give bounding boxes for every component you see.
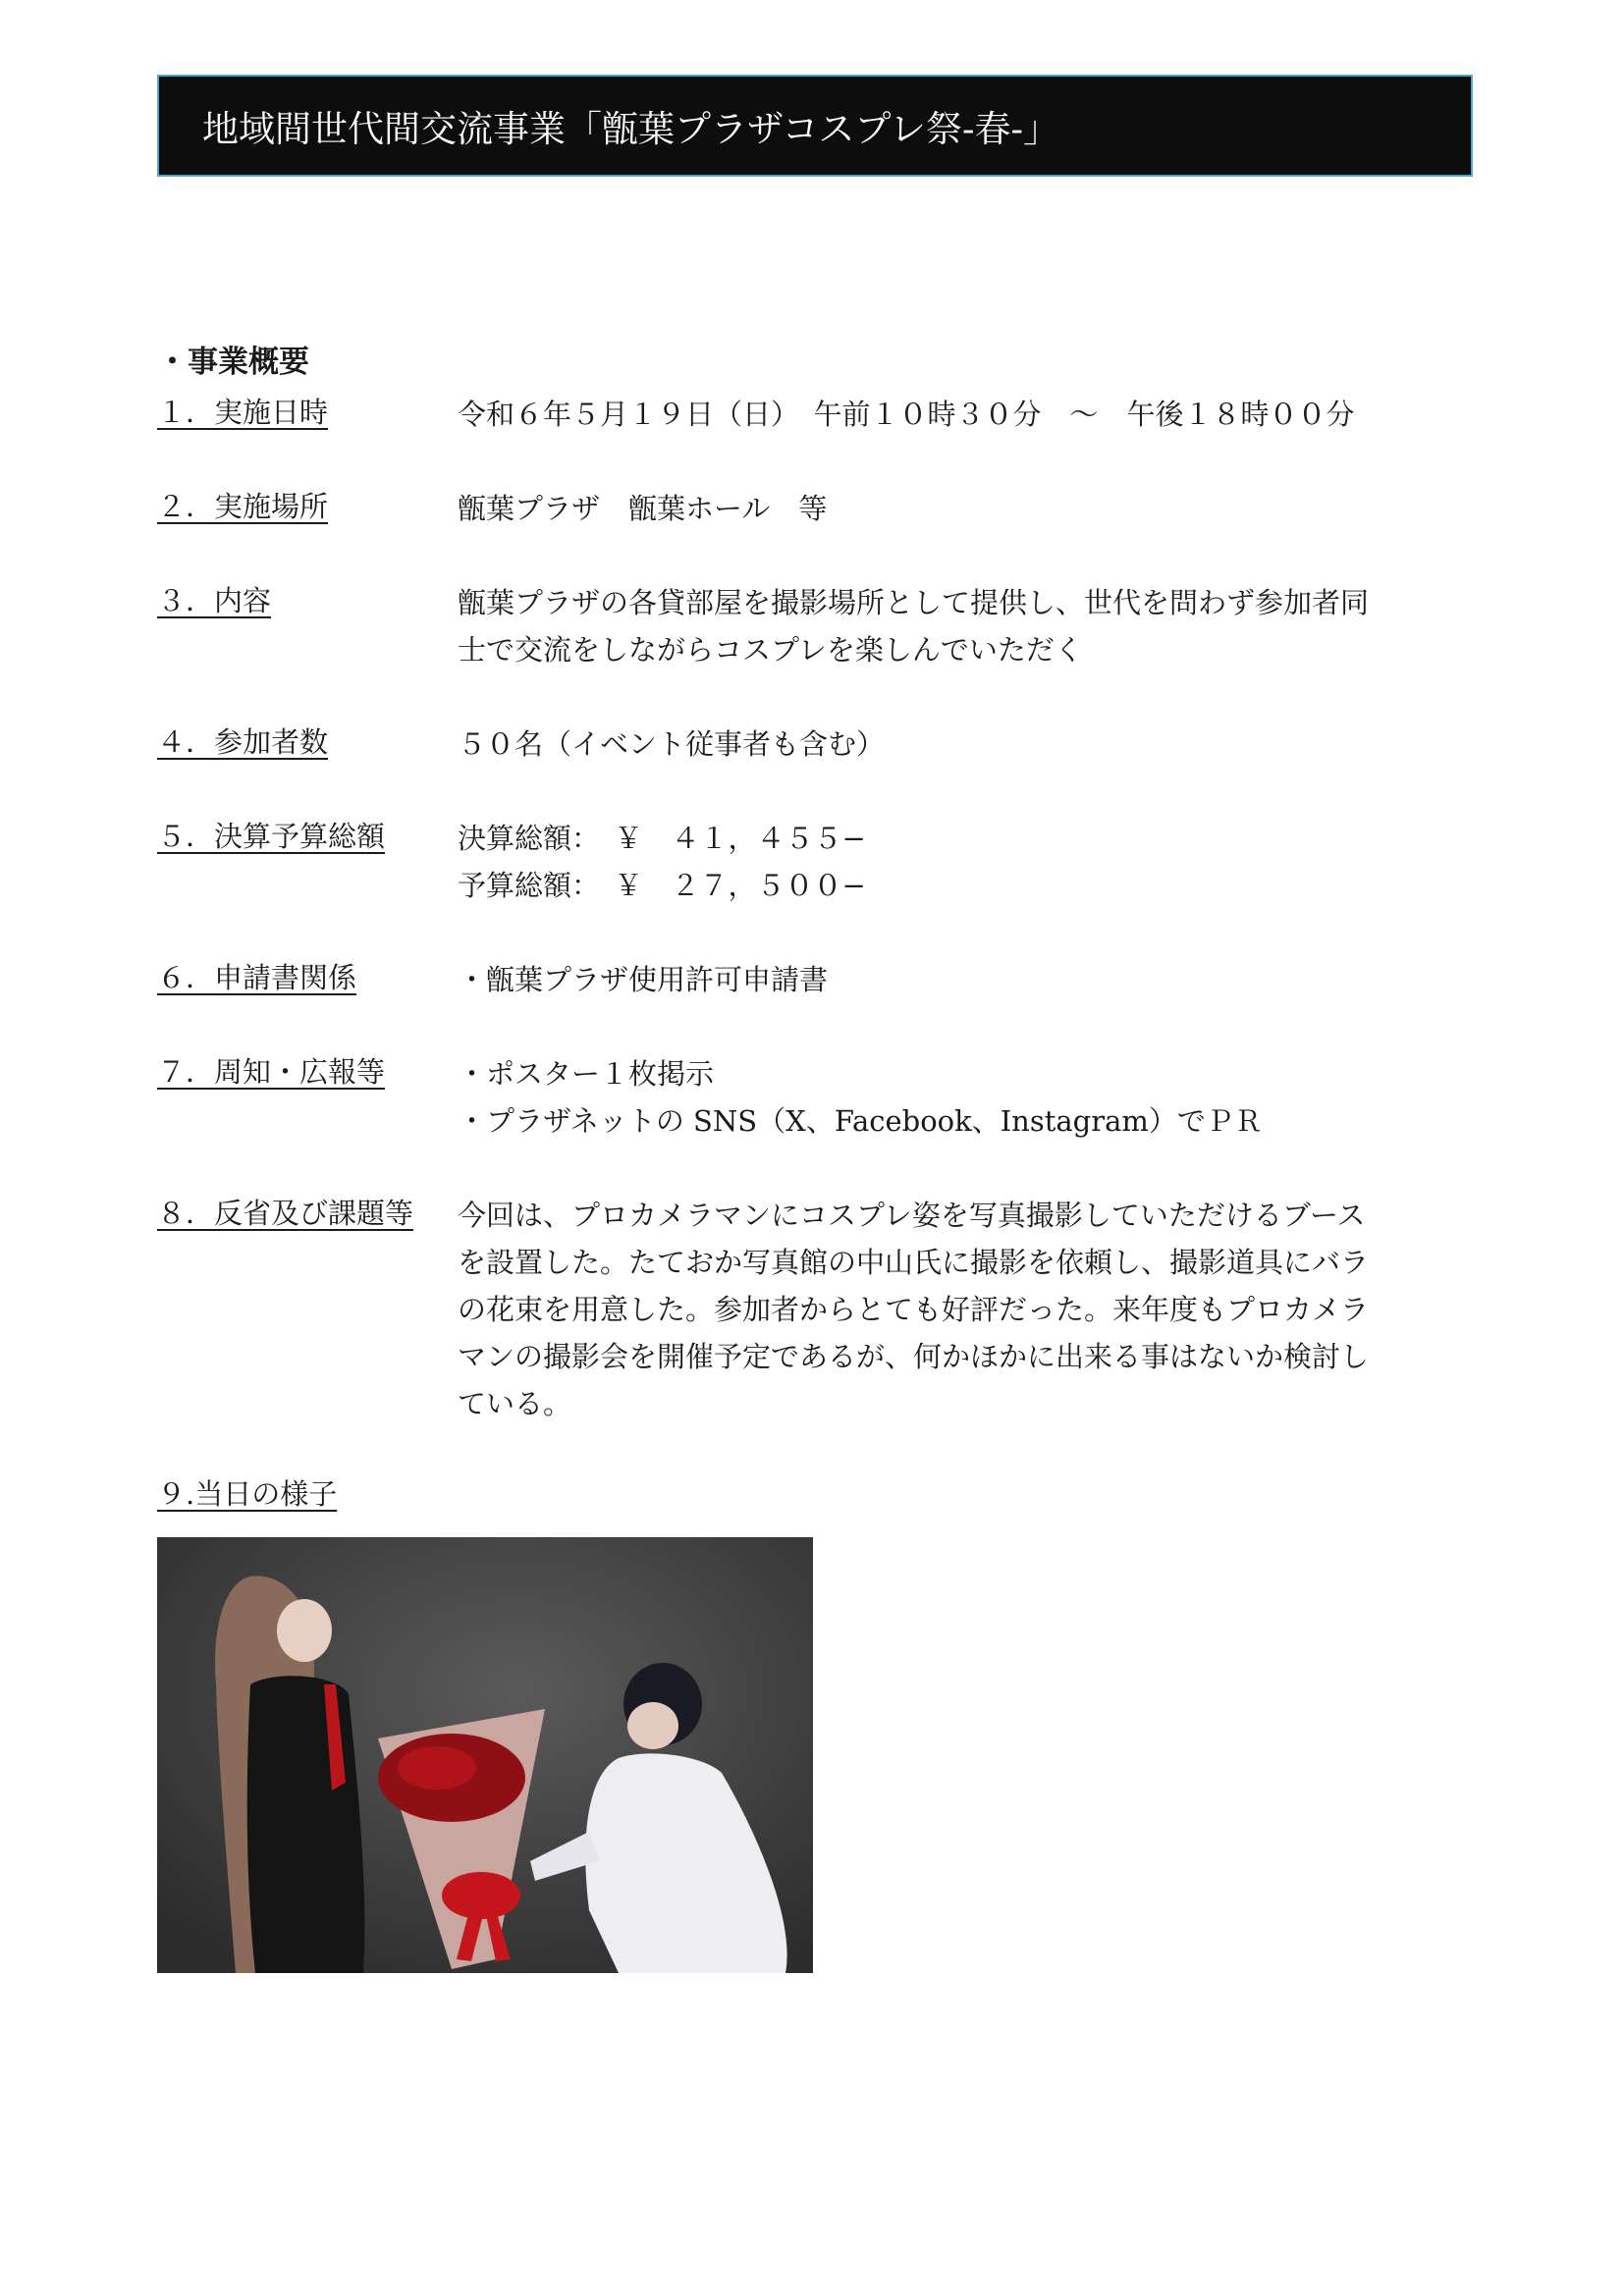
item-label: ５．決算予算総額 xyxy=(157,820,386,853)
item-value: 令和６年５月１９日（日） 午前１０時３０分 ～ 午後１８時００分 xyxy=(458,398,1355,431)
item-value: 決算総額： ￥ ４１，４５５− 予算総額： ￥ ２７，５００− xyxy=(458,822,866,902)
item-value: 甑葉プラザ 甑葉ホール 等 xyxy=(458,492,828,525)
item-label: ８．反省及び課題等 xyxy=(157,1197,414,1230)
item-value: 甑葉プラザの各貸部屋を撮影場所として提供し、世代を問わず参加者同 士で交流をしながらコスプレを楽しんでいただく xyxy=(458,586,1370,667)
item-label: １．実施日時 xyxy=(157,396,329,429)
section-heading: ・事業概要 xyxy=(157,345,309,380)
title-banner xyxy=(157,75,1473,177)
cosplay-photo-illustration xyxy=(157,1537,813,1973)
item-value: 今回は、プロカメラマンにコスプレ姿を写真撮影していただけるブース を設置した。たておか写真館の中山氏に撮影を依頼し、撮影道具にバラ の花束を用意した。参加者からとても好評だった。来年度もプロカメラ マンの撮影会を開催予定であるが、何かほかに出来る事はないか検討し ている。 xyxy=(458,1199,1370,1420)
item-value: ５０名（イベント従事者も含む） xyxy=(458,727,886,761)
item-label: ３．内容 xyxy=(157,584,272,617)
item-label: ４．参加者数 xyxy=(157,725,329,759)
item-label: ７．周知・広報等 xyxy=(157,1055,386,1089)
item-label: ６．申請書関係 xyxy=(157,961,357,994)
page-title: 地域間世代間交流事業「甑葉プラザコスプレ祭-春-」 xyxy=(202,108,1060,150)
item-label: ２．実施場所 xyxy=(157,490,329,523)
photo-section-label: ９.当日の様子 xyxy=(157,1477,338,1511)
event-photo xyxy=(157,1537,813,1973)
item-value: ・ポスター１枚掲示 ・プラザネットの SNS（X、Facebook、Instagram）でＰＲ xyxy=(458,1057,1263,1138)
item-value: ・甑葉プラザ使用許可申請書 xyxy=(458,963,829,996)
